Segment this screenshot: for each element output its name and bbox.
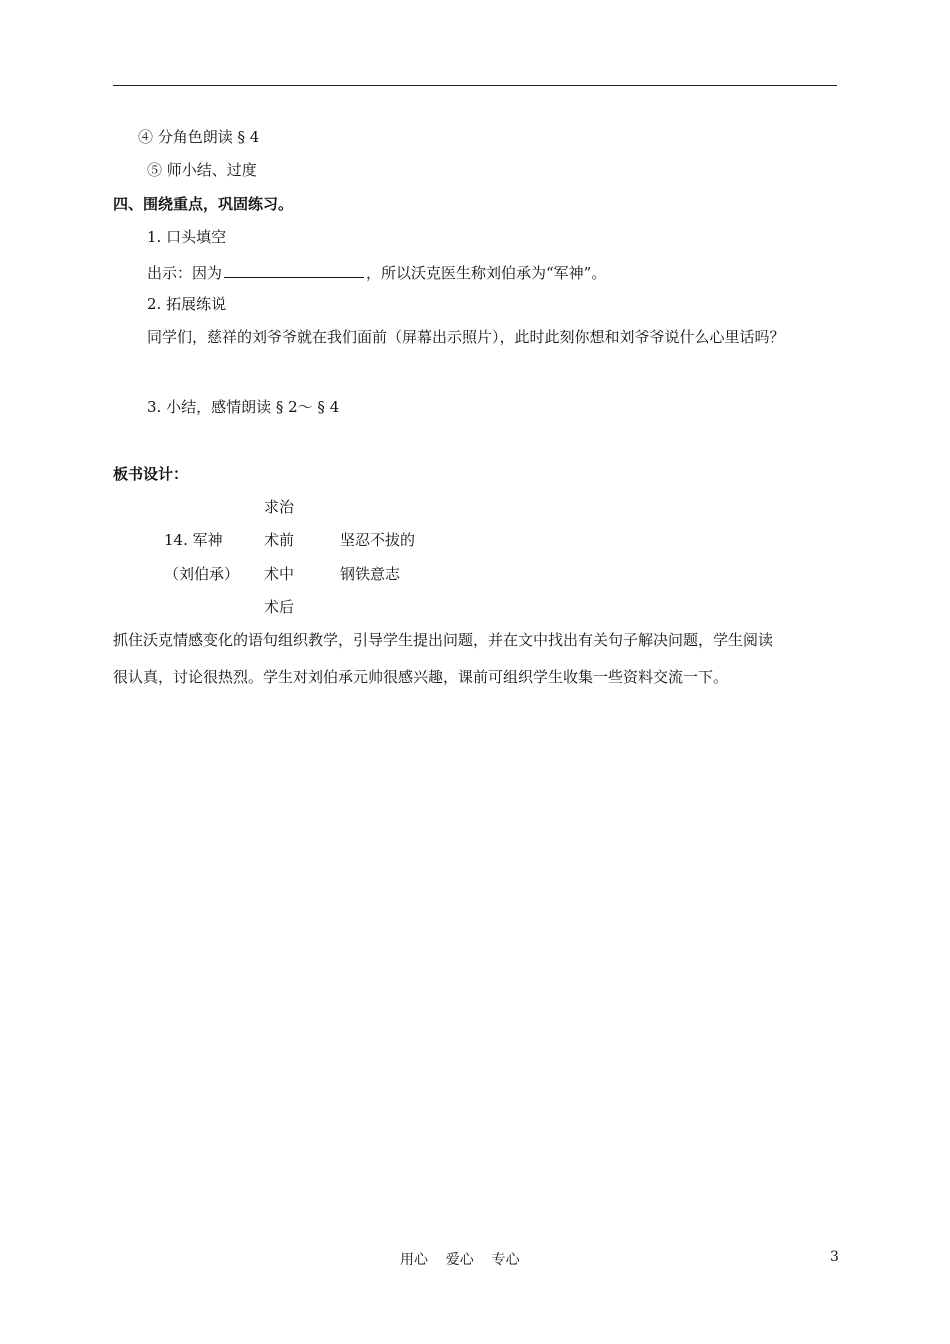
item-1-heading: 1. 口头填空 bbox=[147, 228, 227, 246]
item-2-heading: 2. 拓展练说 bbox=[147, 295, 227, 313]
reflection-line-2: 很认真，讨论很热烈。学生对刘伯承元帅很感兴趣，课前可组织学生收集一些资料交流一下。 bbox=[113, 668, 729, 686]
page-number: 3 bbox=[830, 1249, 839, 1265]
step-5: ⑤ 师小结、过度 bbox=[147, 161, 257, 179]
fill-blank-prefix: 出示：因为 bbox=[147, 264, 223, 282]
fill-blank bbox=[224, 261, 364, 278]
reflection-line-1: 抓住沃克情感变化的语句组织教学，引导学生提出问题，并在文中找出有关句子解决问题，学生阅读 bbox=[113, 631, 774, 649]
item-3-heading: 3. 小结，感情朗读 § 2～ § 4 bbox=[147, 398, 340, 416]
board-item-shuqian: 术前 bbox=[264, 531, 295, 549]
board-subtitle: （刘伯承） bbox=[164, 565, 240, 583]
header-rule bbox=[113, 85, 837, 86]
item-2-text: 同学们，慈祥的刘爷爷就在我们面前（屏幕出示照片），此时此刻你想和刘爷爷说什么心里话吗？ bbox=[147, 328, 785, 346]
board-lesson-title: 14. 军神 bbox=[164, 531, 223, 549]
step-4: ④ 分角色朗读 § 4 bbox=[138, 128, 260, 146]
board-design-heading: 板书设计： bbox=[113, 465, 189, 483]
fill-blank-suffix: ，所以沃克医生称刘伯承为“军神”。 bbox=[366, 264, 607, 282]
board-item-shuzhong: 术中 bbox=[264, 565, 295, 583]
footer-motto: 用心 爱心 专心 bbox=[400, 1252, 520, 1268]
board-item-shuhou: 术后 bbox=[264, 598, 295, 616]
section-heading-4: 四、围绕重点，巩固练习。 bbox=[113, 195, 294, 213]
board-item-qiuzhi: 求治 bbox=[264, 498, 295, 516]
fill-blank-line bbox=[147, 261, 606, 283]
board-quality-2: 钢铁意志 bbox=[340, 565, 401, 583]
board-quality-1: 坚忍不拔的 bbox=[340, 531, 416, 549]
